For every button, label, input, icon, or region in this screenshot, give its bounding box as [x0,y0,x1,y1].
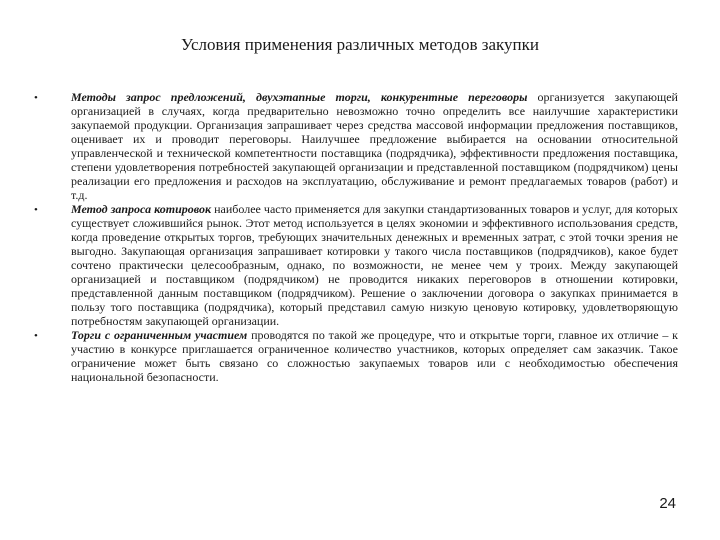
page-number: 24 [659,495,676,512]
bullet-dot-icon: • [34,204,38,216]
bullet-dot-icon: • [34,330,38,342]
bullet-lead: Торги с ограниченным участием [71,328,248,342]
slide-title: Условия применения различных методов закупки [181,35,539,54]
bullet-item-request-quotations [34,202,678,328]
bullet-text: наиболее часто применяется для закупки стандартизованных товаров и услуг, для которых существует сложившийся рынок. Этот метод используется в целях экономии и эффективного использования средств, когда проведение открытых торгов, требующих значительных денежных и временных затрат, с этой точки зрения не выгодно. Закупающая организация запрашивает котировки у такого числа поставщиков (подрядчиков), какое будет сочтено практически целесообразным, однако, по возможности, не менее чем у троих. Между закупающей организацией и поставщиком (подрядчиком) не проводится никаких переговоров в отношении котировки, представленной данным поставщиком (подрядчиком). Решение о заключении договора о закупках принимается в пользу того поставщика (подрядчика), который представил самую низкую ценовую котировку, удовлетворяющую потребностям закупающей организации. [71,202,678,328]
bullet-lead: Метод запроса котировок [71,202,212,216]
bullet-text: проводятся по такой же процедуре, что и открытые торги, главное их отличие – к участию в конкурсе приглашается ограниченное количество участников, которых определяет сам заказчик. Такое ограничение может быть связано со сложностью закупаемых товаров или с необходимостью обеспечения национальной безопасности. [71,328,678,384]
bullet-text: организуется закупающей организацией в случаях, когда предварительно невозможно точно определить все наилучшие характеристики закупаемой продукции. Организация запрашивает через средства массовой информации предложения поставщиков, оценивает их и проводит переговоры. Наилучшее предложение выбирается на основании относительной управленческой и технической компетентности поставщика (подрядчика), эффективности предложения поставщика, степени удовлетворения потребностей закупающей организации и представленной поставщиком (подрядчиком) цены реализации его предложения и расходов на эксплуатацию, обслуживание и ремонт предлагаемых товаров (работ) и т.д. [71,90,678,202]
bullet-dot-icon: • [34,92,38,104]
bullet-item-request-proposals [34,90,678,202]
bullet-item-restricted-tender [34,328,678,384]
bullet-list [34,90,678,384]
bullet-lead: Методы запрос предложений, двухэтапные торги, конкурентные переговоры [71,90,528,104]
